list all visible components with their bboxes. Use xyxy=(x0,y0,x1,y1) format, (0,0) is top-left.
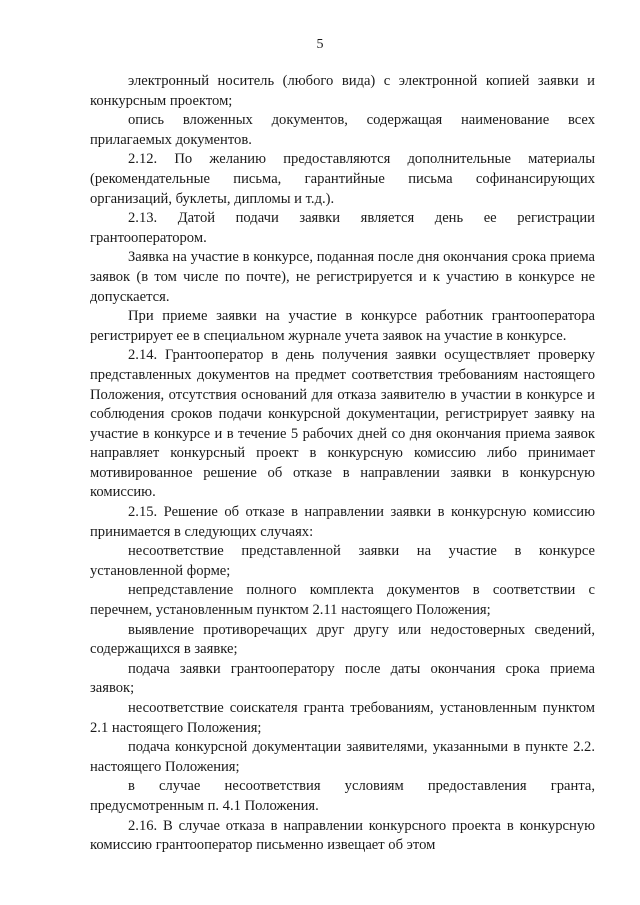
paragraph: При приеме заявки на участие в конкурсе работник грантооператора регистрирует ее в специальном журнале учета заявок на участие в конкурсе. xyxy=(90,308,595,344)
paragraph: Заявка на участие в конкурсе, поданная после дня окончания срока приема заявок (в том числе по почте), не регистрируется и к участию в конкурсе не допускается. xyxy=(90,249,595,305)
paragraph: электронный носитель (любого вида) с электронной копией заявки и конкурсным проектом; xyxy=(90,73,595,109)
paragraph: подача заявки грантооператору после даты окончания срока приема заявок; xyxy=(90,660,595,697)
paragraph: непредставление полного комплекта документов в соответствии с перечнем, установленным пунктом 2.11 настоящего Положения; xyxy=(90,582,595,619)
paragraph: 2.14. Грантооператор в день получения заявки осуществляет проверку представленных документов на предмет соответствия требованиям настоящего Положения, отсутствия оснований для отказа заявителю в участии в конкурсе и соблюдения сроков подачи конкурсной документации, регистрирует заявку на участие в конкурсе и в течение 5 рабочих дней со дня окончания приема заявок направляет конкурсный проект в конкурсную комиссию либо принимает мотивированное решение об отказе в направлении заявки в конкурсную комиссию. xyxy=(90,347,595,501)
paragraph: несоответствие представленной заявки на участие в конкурсе установленной форме; xyxy=(90,543,595,579)
paragraph: 2.15. Решение об отказе в направлении заявки в конкурсную комиссию принимается в следующих случаях: xyxy=(90,504,595,540)
paragraph: несоответствие соискателя гранта требованиям, установленным пунктом 2.1 настоящего Положения; xyxy=(90,700,595,736)
paragraph: 2.12. По желанию предоставляются дополнительные материалы (рекомендательные письма, гарантийные письма софинансирующих организаций, буклеты, дипломы и т.д.). xyxy=(90,151,595,207)
paragraph: подача конкурсной документации заявителями, указанными в пункте 2.2. настоящего Положения; xyxy=(90,739,595,775)
paragraph: выявление противоречащих друг другу или недостоверных сведений, содержащихся в заявке; xyxy=(90,621,595,658)
document-body xyxy=(90,72,595,856)
page-number: 5 xyxy=(316,37,324,52)
paragraph: опись вложенных документов, содержащая наименование всех прилагаемых документов. xyxy=(90,112,595,148)
paragraph: 2.13. Датой подачи заявки является день ее регистрации грантооператором. xyxy=(90,210,595,246)
paragraph: в случае несоответствия условиям предоставления гранта, предусмотренным п. 4.1 Положения. xyxy=(90,778,595,814)
paragraph: 2.16. В случае отказа в направлении конкурсного проекта в конкурсную комиссию грантооператор письменно извещает об этом xyxy=(90,817,595,854)
